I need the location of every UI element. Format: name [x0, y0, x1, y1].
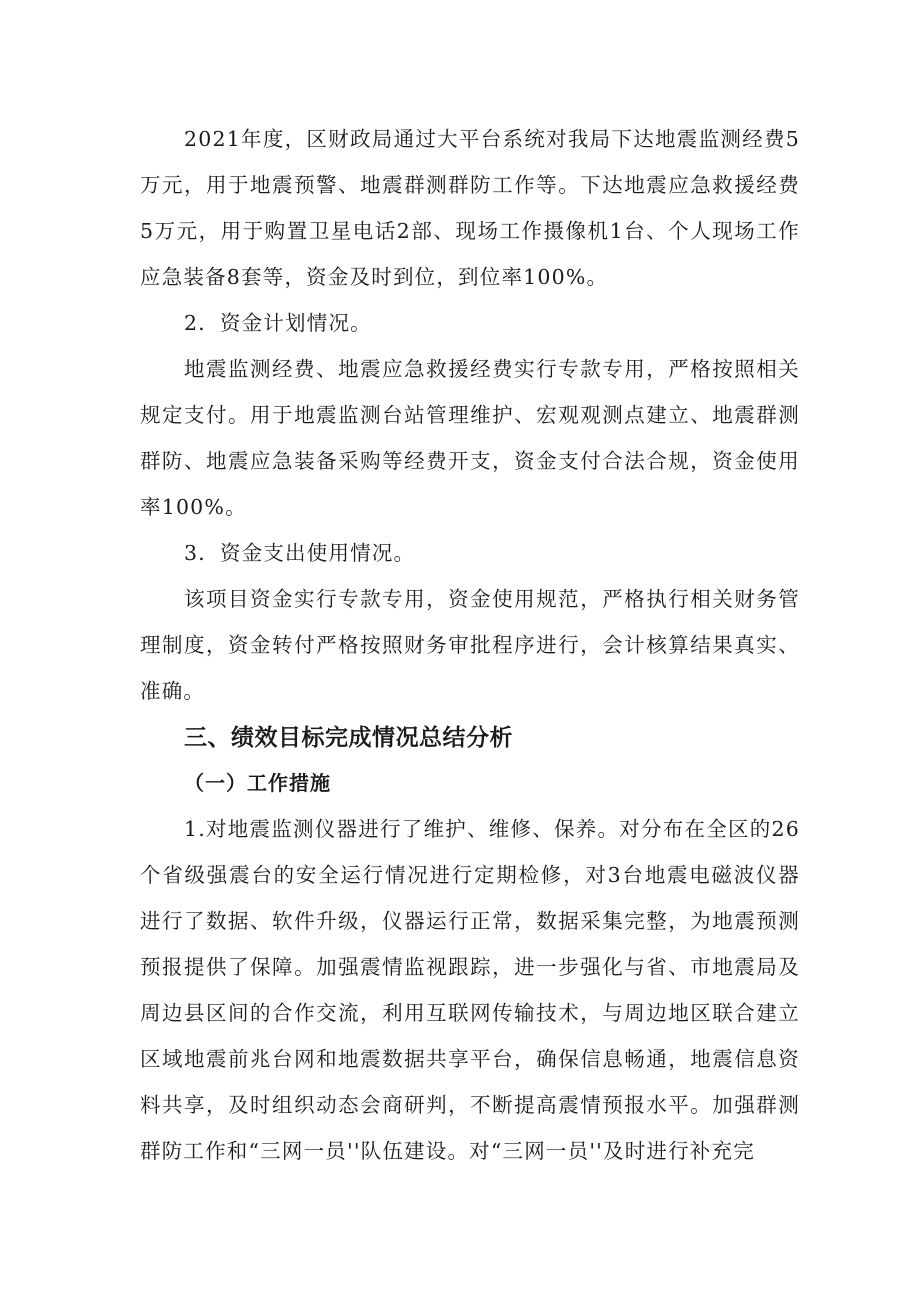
section-heading-performance-summary: 三、绩效目标完成情况总结分析 — [184, 725, 513, 751]
funding-allocation-paragraph: 2021年度，区财政局通过大平台系统对我局下达地震监测经费5万元，用于地震预警、地震群测群防工作等。下达地震应急救援经费5万元，用于购置卫星电话2部、现场工作摄像机1台、个人现场工作应急装备8套等，资金及时到位，到位率100%。 — [140, 127, 800, 289]
item-2-title: 2．资金计划情况。 — [184, 311, 372, 335]
funding-usage-paragraph: 该项目资金实行专款专用，资金使用规范，严格执行相关财务管理制度，资金转付严格按照财务审批程序进行，会计核算结果真实、准确。 — [140, 587, 800, 703]
work-measures-paragraph: 1.对地震监测仪器进行了维护、维修、保养。对分布在全区的26个省级强震台的安全运行情况进行定期检修，对3台地震电磁波仪器进行了数据、软件升级，仪器运行正常，数据采集完整，为地震预测预报提供了保障。加强震情监视跟踪，进一步强化与省、市地震局及周边县区间的合作交流，利用互联网传输技术，与周边地区联合建立区域地震前兆台网和地震数据共享平台，确保信息畅通，地震信息资料共享，及时组织动态会商研判，不断提高震情预报水平。加强群测群防工作和“三网一员''队伍建设。对“三网一员''及时进行补充完 — [140, 817, 800, 1163]
subsection-heading-work-measures: （一）工作措施 — [184, 771, 331, 795]
funding-plan-paragraph: 地震监测经费、地震应急救援经费实行专款专用，严格按照相关规定支付。用于地震监测台站管理维护、宏观观测点建立、地震群测群防、地震应急装备采购等经费开支，资金支付合法合规，资金使用率100%。 — [140, 357, 800, 519]
item-3-title: 3．资金支出使用情况。 — [184, 541, 416, 565]
